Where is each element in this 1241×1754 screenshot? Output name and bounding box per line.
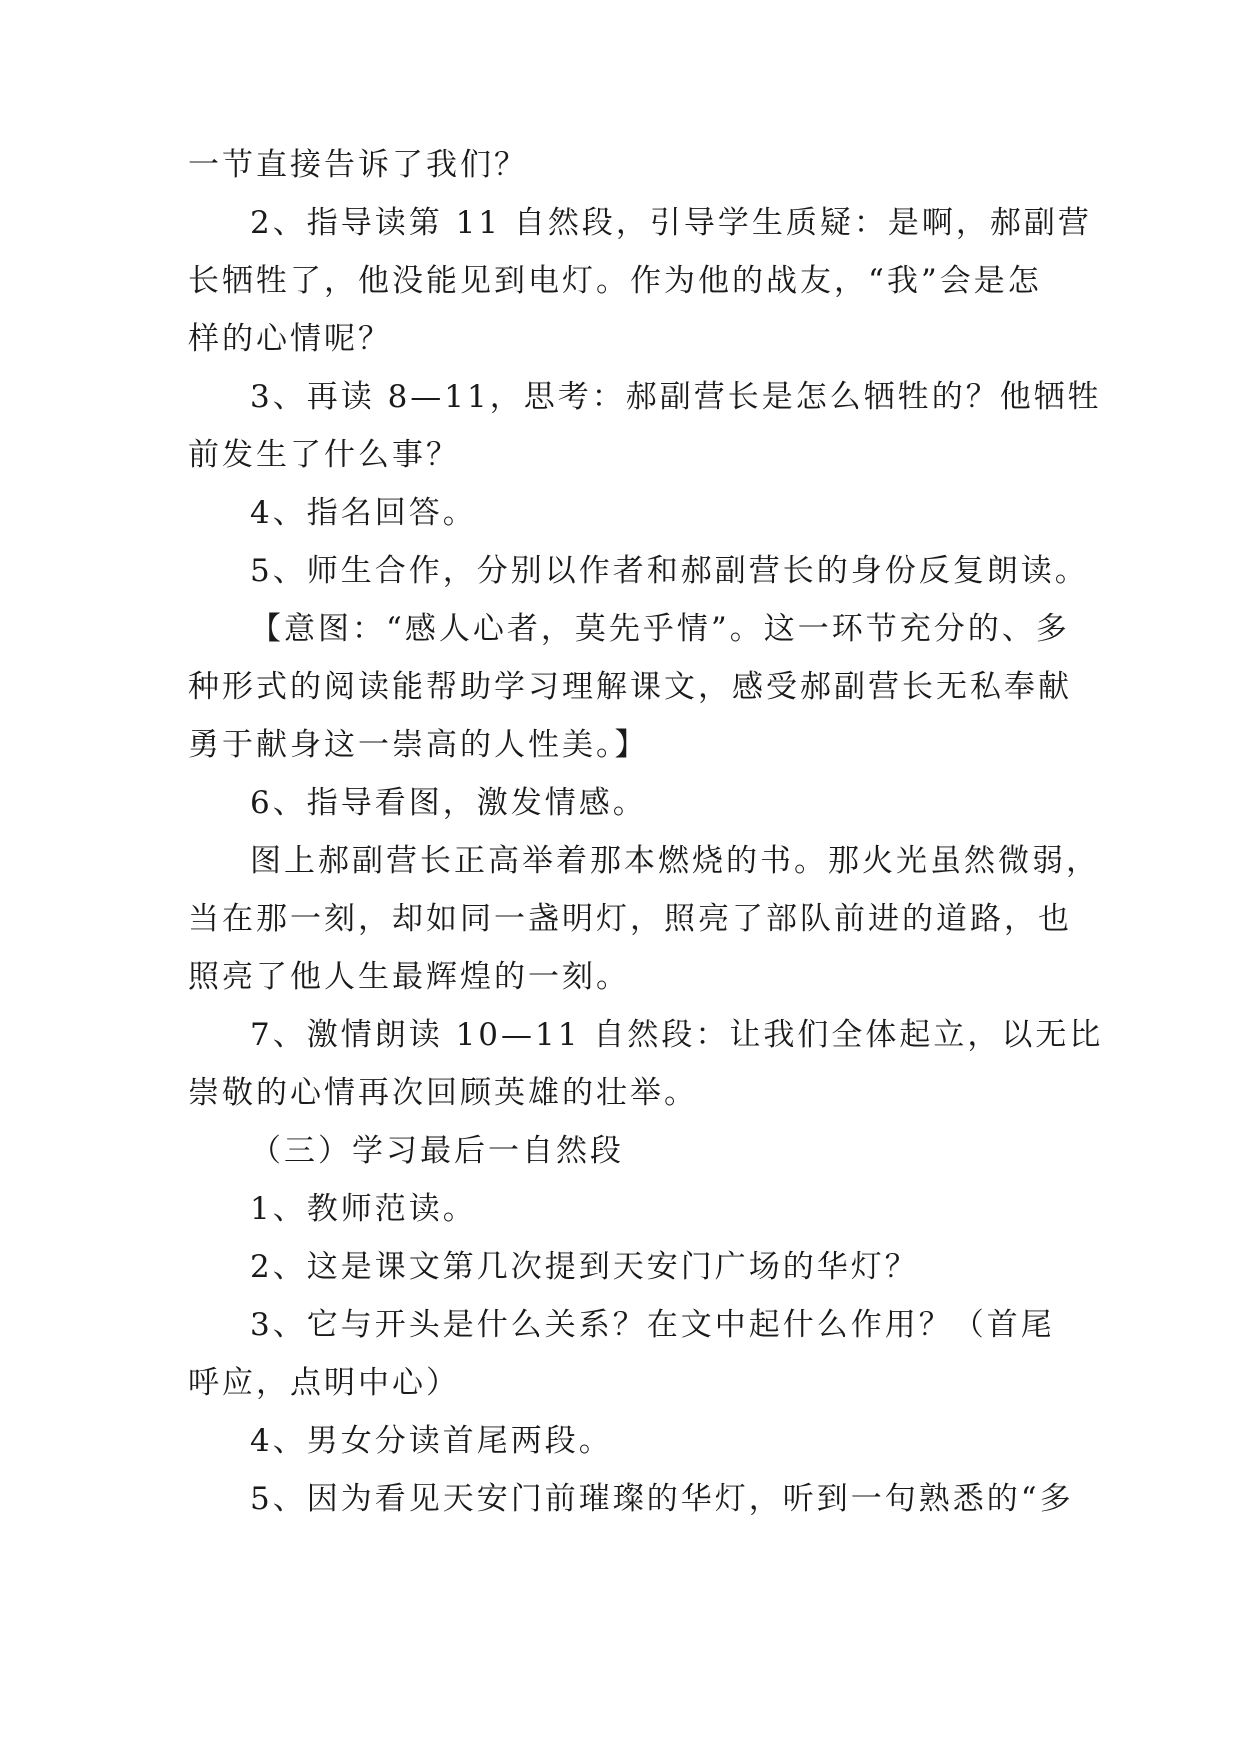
text-line: 呼应，点明中心） xyxy=(188,1365,460,1401)
text-line: 样的心情呢？ xyxy=(188,321,392,357)
text-line: 4、男女分读首尾两段。 xyxy=(250,1423,613,1459)
text-line: 【意图：“感人心者，莫先乎情”。这一环节充分的、多 xyxy=(250,611,1070,647)
text-line: 崇敬的心情再次回顾英雄的壮举。 xyxy=(188,1075,698,1111)
text-line: 前发生了什么事？ xyxy=(188,437,460,473)
text-line: 勇于献身这一崇高的人性美。】 xyxy=(188,727,649,763)
text-line: 1、教师范读。 xyxy=(250,1191,477,1227)
text-line: 4、指名回答。 xyxy=(250,495,477,531)
text-line: 2、指导读第 11 自然段，引导学生质疑：是啊，郝副营 xyxy=(250,205,1092,241)
text-line: 7、激情朗读 10—11 自然段：让我们全体起立，以无比 xyxy=(250,1017,1104,1053)
text-line: 长牺牲了，他没能见到电灯。作为他的战友，“我”会是怎 xyxy=(188,263,1042,299)
text-line: 图上郝副营长正高举着那本燃烧的书。那火光虽然微弱， xyxy=(250,843,1100,879)
text-line: 3、它与开头是什么关系？在文中起什么作用？（首尾 xyxy=(250,1307,1055,1343)
text-line: 3、再读 8—11，思考：郝副营长是怎么牺牲的？他牺牲 xyxy=(250,379,1102,415)
text-line: 种形式的阅读能帮助学习理解课文，感受郝副营长无私奉献 xyxy=(188,669,1072,705)
text-line: 5、师生合作，分别以作者和郝副营长的身份反复朗读。 xyxy=(250,553,1089,589)
text-line: 2、这是课文第几次提到天安门广场的华灯？ xyxy=(250,1249,919,1285)
section-heading: （三）学习最后一自然段 xyxy=(250,1133,624,1169)
text-line: 照亮了他人生最辉煌的一刻。 xyxy=(188,959,630,995)
text-line: 6、指导看图，激发情感。 xyxy=(250,785,647,821)
text-line: 当在那一刻，却如同一盏明灯，照亮了部队前进的道路，也 xyxy=(188,901,1072,937)
text-line: 5、因为看见天安门前璀璨的华灯，听到一句熟悉的“多 xyxy=(250,1481,1074,1517)
text-line: 一节直接告诉了我们？ xyxy=(188,147,528,183)
